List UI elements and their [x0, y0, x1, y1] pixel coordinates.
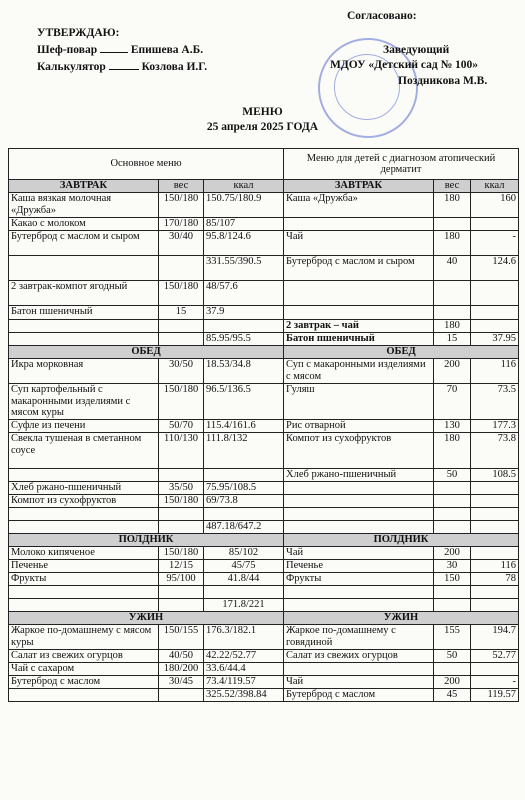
kcal-diet: 119.57 — [471, 689, 519, 702]
dish-diet — [284, 482, 434, 495]
dish-diet — [284, 306, 434, 320]
table-row — [9, 689, 519, 702]
weight-main — [159, 508, 204, 521]
kcal-main: 37.9 — [204, 306, 284, 320]
dish-main: Жаркое по-домашнему с мясом куры — [9, 625, 159, 650]
dish-diet: Жаркое по-домашнему с говядиной — [284, 625, 434, 650]
kcal-main — [204, 320, 284, 333]
table-row — [9, 547, 519, 560]
kcal-main: 85.95/95.5 — [204, 333, 284, 346]
weight-diet: 200 — [434, 359, 471, 384]
kcal-main: 73.4/119.57 — [204, 676, 284, 689]
calc-signature — [109, 69, 139, 70]
kcal-main — [204, 586, 284, 599]
weight-main — [159, 256, 204, 281]
dish-diet: Салат из свежих огурцов — [284, 650, 434, 663]
dish-main: Печенье — [9, 560, 159, 573]
kcal-header: ккал — [471, 180, 519, 193]
dish-diet: Печенье — [284, 560, 434, 573]
dish-diet — [284, 495, 434, 508]
kcal-main: 48/57.6 — [204, 281, 284, 306]
kcal-diet: 73.8 — [471, 433, 519, 469]
table-row — [9, 482, 519, 495]
kcal-main: 33.6/44.4 — [204, 663, 284, 676]
table-row — [9, 359, 519, 384]
weight-main — [159, 586, 204, 599]
kcal-diet — [471, 482, 519, 495]
dish-diet: Батон пшеничный — [284, 333, 434, 346]
dish-main: Чай с сахаром — [9, 663, 159, 676]
weight-main: 15 — [159, 306, 204, 320]
weight-header: вес — [434, 180, 471, 193]
dish-main: Икра морковная — [9, 359, 159, 384]
dish-diet — [284, 521, 434, 534]
weight-diet: 200 — [434, 547, 471, 560]
dish-main: Батон пшеничный — [9, 306, 159, 320]
table-header-row — [9, 149, 519, 180]
kcal-main: 171.8/221 — [204, 599, 284, 612]
chef-line — [37, 44, 203, 56]
dish-main: Какао с молоком — [9, 218, 159, 231]
section-title-main: ОБЕД — [9, 346, 284, 359]
page-title: МЕНЮ — [242, 106, 283, 118]
dish-diet: Бутерброд с маслом и сыром — [284, 256, 434, 281]
table-row — [9, 384, 519, 420]
date-line: 25 апреля 2025 ГОДА — [206, 121, 319, 133]
kcal-diet — [471, 281, 519, 306]
weight-main — [159, 599, 204, 612]
calc-label: Калькулятор — [37, 61, 106, 73]
dish-diet: Компот из сухофруктов — [284, 433, 434, 469]
dish-diet — [284, 586, 434, 599]
kcal-header: ккал — [204, 180, 284, 193]
table-row — [9, 586, 519, 599]
dish-main — [9, 599, 159, 612]
table-row — [9, 521, 519, 534]
dish-diet — [284, 663, 434, 676]
kcal-main — [204, 508, 284, 521]
dish-diet: Суп с макаронными изделиями с мясом — [284, 359, 434, 384]
kcal-main — [204, 469, 284, 482]
kcal-diet: 124.6 — [471, 256, 519, 281]
dish-diet — [284, 599, 434, 612]
chef-label: Шеф-повар — [37, 44, 98, 56]
kcal-diet: 37.95 — [471, 333, 519, 346]
dish-main — [9, 508, 159, 521]
section-title-diet: УЖИН — [284, 612, 519, 625]
kcal-diet: 194.7 — [471, 625, 519, 650]
dish-main: Молоко кипяченое — [9, 547, 159, 560]
weight-main: 150/180 — [159, 281, 204, 306]
weight-diet — [434, 482, 471, 495]
table-row — [9, 193, 519, 218]
weight-main: 150/180 — [159, 547, 204, 560]
dish-main — [9, 469, 159, 482]
dish-diet — [284, 508, 434, 521]
dish-diet: Бутерброд с маслом — [284, 689, 434, 702]
weight-header: вес — [159, 180, 204, 193]
calc-line — [37, 61, 207, 73]
org-name: МДОУ «Детский сад № 100» — [330, 59, 479, 71]
kcal-diet — [471, 586, 519, 599]
weight-main: 30/45 — [159, 676, 204, 689]
kcal-diet: 108.5 — [471, 469, 519, 482]
kcal-diet: 73.5 — [471, 384, 519, 420]
kcal-diet: 52.77 — [471, 650, 519, 663]
weight-diet: 15 — [434, 333, 471, 346]
weight-main: 110/130 — [159, 433, 204, 469]
dish-main: Салат из свежих огурцов — [9, 650, 159, 663]
kcal-main: 325.52/398.84 — [204, 689, 284, 702]
dish-main — [9, 586, 159, 599]
weight-diet: 200 — [434, 676, 471, 689]
table-row — [9, 256, 519, 281]
dish-diet — [284, 218, 434, 231]
weight-diet: 180 — [434, 231, 471, 256]
dish-main — [9, 256, 159, 281]
weight-diet: 180 — [434, 320, 471, 333]
dish-diet: Фрукты — [284, 573, 434, 586]
table-row — [9, 599, 519, 612]
weight-main: 30/40 — [159, 231, 204, 256]
table-row — [9, 560, 519, 573]
kcal-diet: - — [471, 231, 519, 256]
kcal-main: 75.95/108.5 — [204, 482, 284, 495]
dish-main: Хлеб ржано-пшеничный — [9, 482, 159, 495]
dish-diet: Чай — [284, 231, 434, 256]
section-header-row — [9, 346, 519, 359]
dish-main: Свекла тушеная в сметанном соусе — [9, 433, 159, 469]
table-row — [9, 625, 519, 650]
weight-main: 95/100 — [159, 573, 204, 586]
dish-diet: Каша «Дружба» — [284, 193, 434, 218]
kcal-diet — [471, 306, 519, 320]
weight-diet: 180 — [434, 193, 471, 218]
kcal-main: 95.8/124.6 — [204, 231, 284, 256]
weight-diet: 30 — [434, 560, 471, 573]
weight-main: 150/180 — [159, 495, 204, 508]
kcal-diet — [471, 599, 519, 612]
kcal-diet: 78 — [471, 573, 519, 586]
dish-diet — [284, 281, 434, 306]
weight-diet — [434, 586, 471, 599]
kcal-main: 176.3/182.1 — [204, 625, 284, 650]
dish-main: Суфле из печени — [9, 420, 159, 433]
weight-main: 180/200 — [159, 663, 204, 676]
table-row — [9, 508, 519, 521]
kcal-diet — [471, 547, 519, 560]
agreed-label: Согласовано: — [347, 10, 417, 22]
kcal-main: 42.22/52.77 — [204, 650, 284, 663]
table-row — [9, 320, 519, 333]
weight-main: 35/50 — [159, 482, 204, 495]
approve-label: УТВЕРЖДАЮ: — [37, 27, 120, 39]
weight-diet: 150 — [434, 573, 471, 586]
weight-main: 50/70 — [159, 420, 204, 433]
table-row — [9, 433, 519, 469]
weight-diet — [434, 281, 471, 306]
dish-main — [9, 689, 159, 702]
head-name: Поздникова М.В. — [398, 75, 488, 87]
table-row — [9, 420, 519, 433]
kcal-diet: 116 — [471, 359, 519, 384]
table-row — [9, 663, 519, 676]
weight-main — [159, 333, 204, 346]
calc-name: Козлова И.Г. — [141, 61, 208, 73]
dish-main: Каша вязкая молочная «Дружба» — [9, 193, 159, 218]
main-menu-header: Основное меню — [9, 149, 284, 180]
weight-diet: 70 — [434, 384, 471, 420]
menu-table — [8, 148, 519, 702]
table-row — [9, 650, 519, 663]
weight-main: 30/50 — [159, 359, 204, 384]
chef-signature — [100, 52, 128, 53]
section-title-main: УЖИН — [9, 612, 284, 625]
weight-diet — [434, 495, 471, 508]
weight-diet: 45 — [434, 689, 471, 702]
weight-diet — [434, 521, 471, 534]
weight-diet: 40 — [434, 256, 471, 281]
table-row — [9, 495, 519, 508]
table-row — [9, 469, 519, 482]
weight-main — [159, 689, 204, 702]
weight-main: 12/15 — [159, 560, 204, 573]
kcal-diet: 160 — [471, 193, 519, 218]
section-header-row — [9, 612, 519, 625]
kcal-main: 331.55/390.5 — [204, 256, 284, 281]
table-row — [9, 281, 519, 306]
kcal-main: 45/75 — [204, 560, 284, 573]
dish-main — [9, 333, 159, 346]
diet-menu-header: Меню для детей с диагнозом атопический дерматит — [284, 149, 519, 180]
section-title-diet: ОБЕД — [284, 346, 519, 359]
dish-main: Суп картофельный с макаронными изделиями с мясом куры — [9, 384, 159, 420]
kcal-diet — [471, 663, 519, 676]
head-title: Заведующий — [383, 44, 450, 56]
weight-diet — [434, 508, 471, 521]
kcal-diet — [471, 521, 519, 534]
chef-name: Епишева А.Б. — [130, 44, 204, 56]
weight-main: 150/155 — [159, 625, 204, 650]
weight-diet — [434, 218, 471, 231]
dish-main — [9, 521, 159, 534]
dish-main: 2 завтрак-компот ягодный — [9, 281, 159, 306]
kcal-main: 487.18/647.2 — [204, 521, 284, 534]
dish-diet: Чай — [284, 547, 434, 560]
weight-diet: 180 — [434, 433, 471, 469]
kcal-diet — [471, 495, 519, 508]
table-row — [9, 306, 519, 320]
kcal-main: 69/73.8 — [204, 495, 284, 508]
dish-main: Бутерброд с маслом и сыром — [9, 231, 159, 256]
weight-main: 150/180 — [159, 193, 204, 218]
dish-main: Фрукты — [9, 573, 159, 586]
weight-diet — [434, 663, 471, 676]
table-row — [9, 333, 519, 346]
kcal-diet: - — [471, 676, 519, 689]
dish-diet: Гуляш — [284, 384, 434, 420]
kcal-diet — [471, 218, 519, 231]
dish-main: Бутерброд с маслом — [9, 676, 159, 689]
weight-diet — [434, 306, 471, 320]
kcal-main: 85/102 — [204, 547, 284, 560]
section-title-diet: ЗАВТРАК — [284, 180, 434, 193]
dish-main: Компот из сухофруктов — [9, 495, 159, 508]
kcal-diet: 177.3 — [471, 420, 519, 433]
section-header-row — [9, 534, 519, 547]
weight-main — [159, 469, 204, 482]
weight-diet: 50 — [434, 650, 471, 663]
weight-main: 40/50 — [159, 650, 204, 663]
weight-main — [159, 521, 204, 534]
kcal-main: 18.53/34.8 — [204, 359, 284, 384]
kcal-main: 111.8/132 — [204, 433, 284, 469]
weight-main — [159, 320, 204, 333]
section-title-main: ПОЛДНИК — [9, 534, 284, 547]
section-header-row — [9, 180, 519, 193]
dish-diet: Чай — [284, 676, 434, 689]
kcal-diet — [471, 508, 519, 521]
weight-main: 170/180 — [159, 218, 204, 231]
kcal-main: 150.75/180.9 — [204, 193, 284, 218]
dish-diet: Рис отварной — [284, 420, 434, 433]
kcal-diet — [471, 320, 519, 333]
kcal-main: 115.4/161.6 — [204, 420, 284, 433]
weight-diet — [434, 599, 471, 612]
weight-diet: 155 — [434, 625, 471, 650]
dish-diet: Хлеб ржано-пшеничный — [284, 469, 434, 482]
kcal-main: 85/107 — [204, 218, 284, 231]
weight-diet: 50 — [434, 469, 471, 482]
section-title-main: ЗАВТРАК — [9, 180, 159, 193]
kcal-main: 41.8/44 — [204, 573, 284, 586]
table-row — [9, 573, 519, 586]
weight-diet: 130 — [434, 420, 471, 433]
table-row — [9, 218, 519, 231]
table-row — [9, 231, 519, 256]
dish-main — [9, 320, 159, 333]
section-title-diet: ПОЛДНИК — [284, 534, 519, 547]
table-row — [9, 676, 519, 689]
dish-diet: 2 завтрак – чай — [284, 320, 434, 333]
weight-main: 150/180 — [159, 384, 204, 420]
kcal-diet: 116 — [471, 560, 519, 573]
kcal-main: 96.5/136.5 — [204, 384, 284, 420]
